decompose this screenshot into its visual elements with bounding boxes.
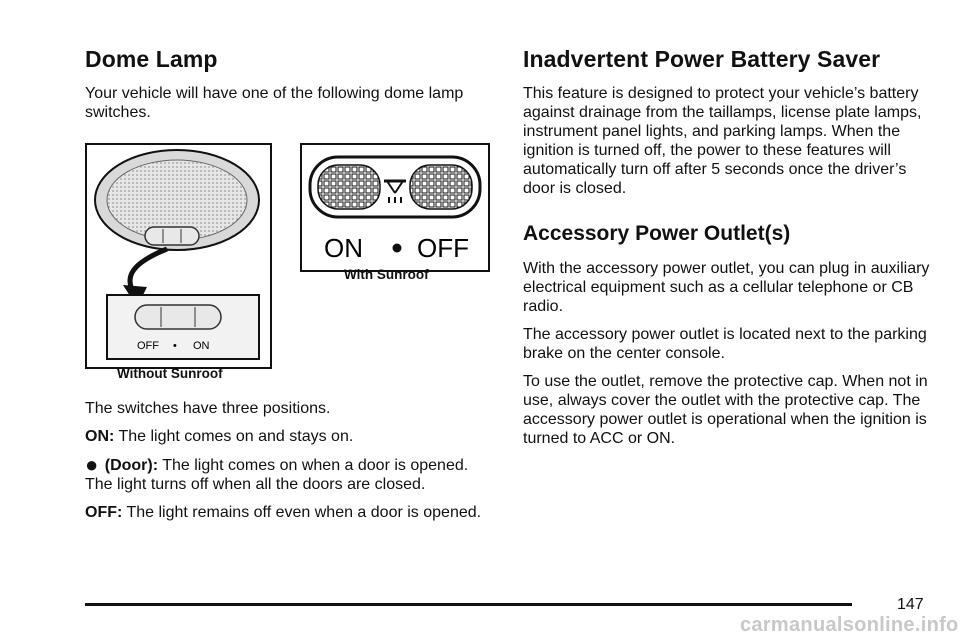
switch-label-off: OFF xyxy=(137,340,159,352)
sunroof-switch-off: OFF xyxy=(417,233,469,263)
on-position xyxy=(85,427,490,446)
caption-with-sunroof: With Sunroof xyxy=(344,267,429,282)
positions-intro: The switches have three positions. xyxy=(85,400,331,417)
switch-label-dot: • xyxy=(173,340,177,352)
figure-without-sunroof xyxy=(85,143,272,369)
figure-with-sunroof xyxy=(300,143,490,272)
door-position-dot-icon xyxy=(393,244,402,253)
door-position xyxy=(85,452,490,494)
accessory-p1: With the accessory power outlet, you can plug in auxiliary electrical equipment such as a cellular telephone or CB radio. xyxy=(523,260,930,315)
watermark: carmanualsonline.info xyxy=(740,614,959,636)
sunroof-switch-illustration xyxy=(302,145,488,270)
right-column xyxy=(523,44,938,457)
door-term: (Door): xyxy=(104,457,159,474)
dome-lamp-intro: Your vehicle will have one of the following dome lamp switches. xyxy=(85,85,464,121)
door-dot-icon: ● xyxy=(85,452,99,477)
dome-lamp-heading: Dome Lamp xyxy=(85,46,218,72)
switch-label-on: ON xyxy=(193,340,210,352)
accessory-outlet-heading: Accessory Power Outlet(s) xyxy=(523,222,791,245)
sunroof-switch-on: ON xyxy=(324,233,363,263)
left-column xyxy=(85,44,490,531)
door-desc: The light comes on when a door is opened. The light turns off when all the doors are closed. xyxy=(85,457,469,493)
battery-saver-heading: Inadvertent Power Battery Saver xyxy=(523,46,881,72)
footer-rule xyxy=(85,603,852,606)
dome-lamp-figures xyxy=(85,131,490,383)
caption-without-sunroof: Without Sunroof xyxy=(117,366,223,381)
on-desc: The light comes on and stays on. xyxy=(118,428,354,445)
off-position xyxy=(85,503,490,522)
accessory-p2: The accessory power outlet is located next to the parking brake on the center console. xyxy=(523,326,927,362)
dome-lamp-illustration xyxy=(87,145,270,367)
on-term: ON: xyxy=(85,428,115,445)
battery-saver-body: This feature is designed to protect your vehicle’s battery against drainage from the taillamps, license plate lamps, instrument panel lights, and parking lamps. When the ignition is turned off, the power to these features will automatically turn off after 5 seconds once the driver’s door is closed. xyxy=(523,85,922,197)
accessory-p3: To use the outlet, remove the protective cap. When not in use, always cover the outlet with the protective cap. The accessory power outlet is operational when the ignition is turned to ACC or ON. xyxy=(523,373,928,447)
off-desc: The light remains off even when a door is opened. xyxy=(126,504,482,521)
off-term: OFF: xyxy=(85,504,123,521)
page-number: 147 xyxy=(897,596,924,613)
